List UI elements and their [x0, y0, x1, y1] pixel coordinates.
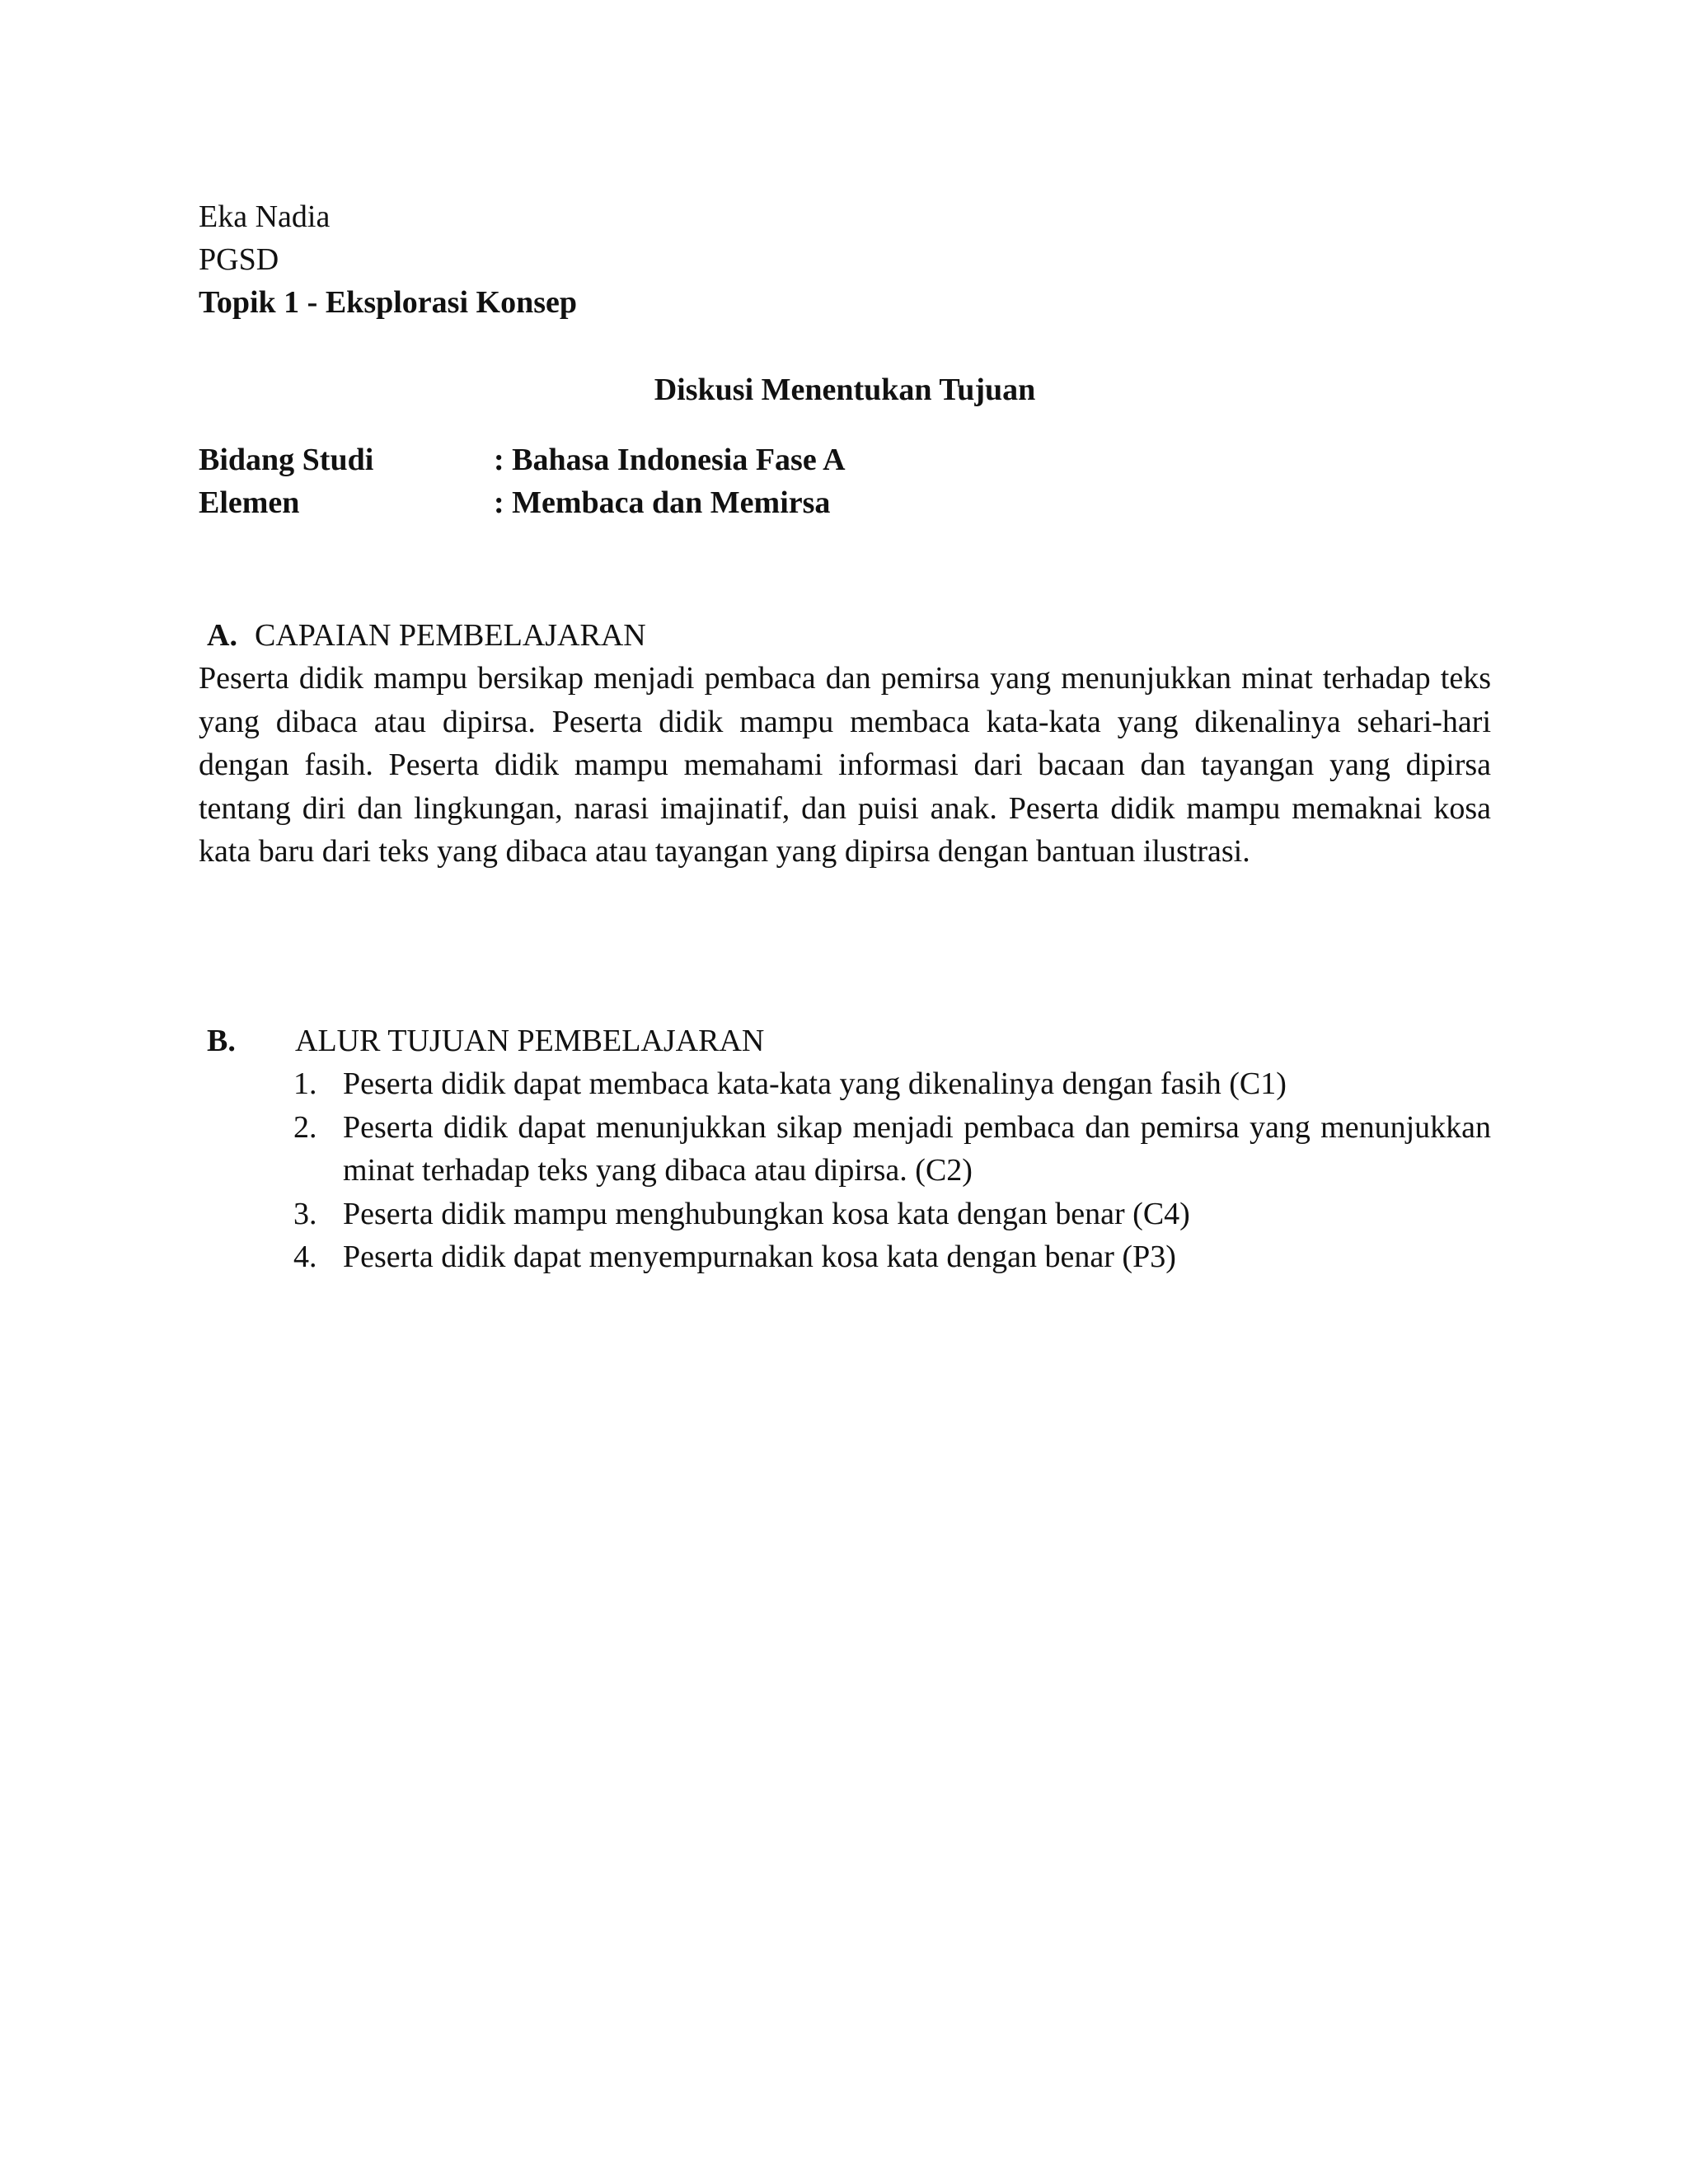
author-name: Eka Nadia — [199, 199, 331, 234]
meta-value: : Membaca dan Memirsa — [494, 485, 831, 520]
section-a-title: CAPAIAN PEMBELAJARAN — [255, 618, 646, 653]
section-a-letter: A. — [207, 618, 237, 653]
list-item — [293, 1106, 1491, 1193]
meta-label: Elemen — [199, 485, 300, 520]
list-item — [293, 1193, 1491, 1236]
list-item-number: 1. — [293, 1066, 317, 1101]
list-item-number: 4. — [293, 1240, 317, 1274]
list-item-number: 2. — [293, 1109, 317, 1145]
meta-label: Bidang Studi — [199, 443, 374, 477]
learning-objectives-list — [293, 1062, 1491, 1279]
list-item — [293, 1062, 1491, 1106]
meta-value: : Bahasa Indonesia Fase A — [494, 443, 846, 477]
list-item — [293, 1235, 1491, 1279]
list-item-text: Peserta didik mampu menghubungkan kosa kata dengan benar (C4) — [343, 1196, 1190, 1231]
document-title: Diskusi Menentukan Tujuan — [654, 373, 1036, 407]
section-a-paragraph: Peserta didik mampu bersikap menjadi pembaca dan pemirsa yang menunjukkan minat terhadap teks yang dibaca atau dipirsa. Peserta didik mampu membaca kata-kata yang dikenalinya sehari-hari dengan fasih. Peserta didik mampu memahami informasi dari bacaan dan tayangan yang dipirsa tentang diri dan lingkungan, narasi imajinatif, dan puisi anak. Peserta didik mampu memaknai kosa kata baru dari teks yang dibaca atau tayangan yang dipirsa dengan bantuan ilustrasi. — [199, 661, 1491, 869]
section-b-letter: B. — [207, 1024, 236, 1058]
section-b-title: ALUR TUJUAN PEMBELAJARAN — [295, 1024, 765, 1058]
program-name: PGSD — [199, 242, 279, 277]
list-item-number: 3. — [293, 1196, 317, 1231]
list-item-text: Peserta didik dapat menunjukkan sikap menjadi pembaca dan pemirsa yang menunjukkan minat terhadap teks yang dibaca atau dipirsa. (C2) — [343, 1109, 1491, 1188]
list-item-text: Peserta didik dapat menyempurnakan kosa kata dengan benar (P3) — [343, 1240, 1176, 1274]
topic-title: Topik 1 - Eksplorasi Konsep — [199, 285, 577, 320]
list-item-text: Peserta didik dapat membaca kata-kata yang dikenalinya dengan fasih (C1) — [343, 1066, 1287, 1101]
